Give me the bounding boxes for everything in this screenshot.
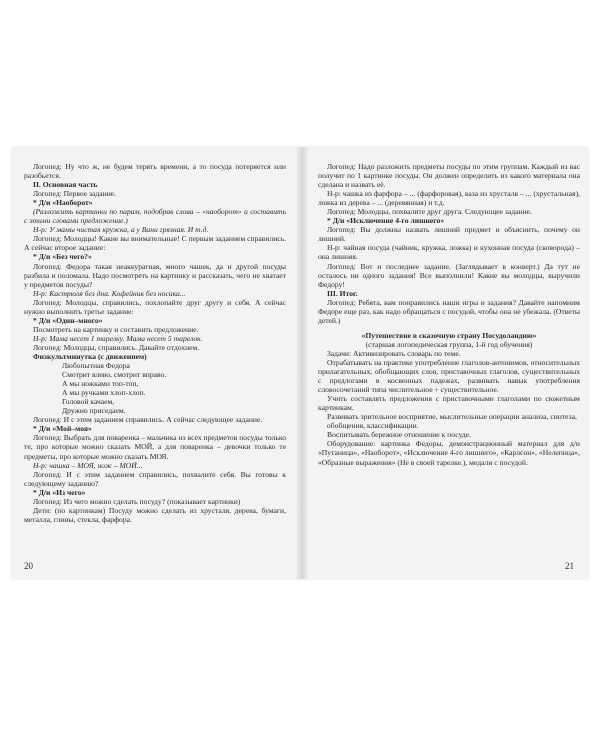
paragraph: Дружно приседаем. [62,406,126,416]
paragraph: А мы ножками топ-топ, [62,379,139,389]
paragraph: Н-р: чашка из фарфора – ... (фарфоровая), ваза из хрусталя – ... (хрустальная), ложка из дерева – ... (деревянная) и т.д. [318,189,580,208]
paragraph: Логопед: Молодцы! Какие вы внимательные! С первым заданием справились. А сейчас второе задание: [24,234,286,253]
section-heading: * Д/и «Один–много» [33,315,103,325]
section-heading: II. Основная часть [33,180,98,190]
paragraph: Н-р: Мама несет 1 тарелку. Мама несет 5 тарелок. [33,333,203,343]
section-heading: III. Итог. [327,288,358,298]
paragraph: Учить составлять предложения с приставочными глаголами по сюжетным картинкам. [318,394,580,413]
paragraph: (старшая логопедическая группа, 1-й год обучения) [365,339,533,349]
paragraph: Задачи: Активизировать словарь по теме. [327,348,461,358]
paragraph: Н-р: У мамы чистая кружка, а у Вани грязная. И т.д. [33,225,209,235]
paragraph: Головой качаем, [62,397,115,407]
paragraph: Развивать зрительное восприятие, мыслительные операции анализа, синтеза, [327,412,577,422]
paragraph: Логопед: Ну что ж, не будем терять времени, а то посуда потеряется или разобьется. [24,162,286,181]
paragraph: Н-р: чашка – МОЯ, нож – МОЙ... [33,460,143,470]
right-page-number: 21 [565,561,574,571]
left-page-number: 20 [24,561,33,571]
book-spread [12,147,588,579]
section-heading: * Д/и «Наоборот» [33,198,93,208]
paragraph: Логопед: Ребята, вам понравились наши игры и задания? Давайте напомним Федоре еще раз, как надо обращаться с посудой, чтобы она не убежала. (Ответы детей.) [318,297,580,325]
paragraph: Отрабатывать на практике употребление глаголов-антонимов, относительных прилагательных, обобщающих слов, приставочных глаголов, существительных с предлогами в косвенных падежах, развивать навык употребления словосочетаний типа числительное + существительное. [318,357,580,395]
paragraph: Смотрит влево, смотрит вправо. [62,370,167,380]
left-page-text [24,162,286,524]
paragraph: Логопед: И с этим заданием справились. А сейчас следующее задание. [33,415,263,425]
paragraph: Логопед: Выбрать для поваренка – мальчика из всех предметов посуды только те, про которые можно сказать МОЙ, а для поваренка – девочки только те предметы, про которые можно сказать МОЯ. [24,433,286,461]
section-heading: «Путешествие в сказочную страну Посудоландию» [361,330,537,340]
paragraph: Логопед: И с этим заданием справились, похвалите себя. Вы готовы к следующему заданию? [24,469,286,488]
paragraph: обобщения, классификации. [327,421,419,431]
paragraph: Логопед: Молодцы, справились, похлопайте друг другу и себя. А сейчас нужно выполнить третье задание: [24,297,286,316]
paragraph: Логопед: Надо разложить предметы посуды по этим группам. Каждый из вас получит по 1 картинке посуды. Он должен определить из какого материала она сделана и назвать её. [318,162,580,190]
paragraph: Н-р: чайная посуда (чайник, кружка, ложка) и кухонная посуда (сковорода) – она лишняя. [318,243,580,262]
paragraph: Логопед: Молодцы, справились. Давайте отдохнем. [33,342,200,352]
paragraph: Любопытная Федора [62,361,130,371]
paragraph: Логопед: Вы должны назвать лишний предмет и объяснить, почему он лишний. [318,225,580,244]
paragraph: Дети: (по картинкам) Посуду можно сделать из хрусталя, дерева, бумаги, металла, глины, стекла, фарфора. [24,505,286,524]
book-gutter [295,147,309,579]
paragraph: Воспитывать бережное отношение к посуде. [327,430,471,440]
section-heading: * Д/и «Исключение 4-го лишнего» [327,216,445,226]
right-page-text [318,162,580,467]
paragraph: (Разложить картинки по парам, подобрав слова – «наоборот» и составить с этими словами предложение.) [24,207,286,226]
paragraph: Логопед: Молодцы, похвалите друг друга. Следующее задание. [327,207,532,217]
paragraph: Логопед: Первое задание. [33,189,117,199]
paragraph: Логопед: Вот и последнее задание. (Заглядывает в конверт.) Да тут не осталось ни одного задания! Все выполнили! Какие вы молодцы, выручили Федору! [318,261,580,289]
paragraph: Посмотреть на картинку и составить предложение. [33,324,199,334]
paragraph: Логопед: Из чего можно сделать посуду? (показывает картинки) [33,496,241,506]
paragraph: Логопед: Федора такая неаккуратная, много чашек, да и другой посуды разбила и поломала. Надо посмотреть на картинку и рассказать, чего не хватает у предметов посуды? [24,261,286,289]
paragraph: Н-р: Кастрюля без дна. Кофейник без носика... [33,288,186,298]
section-heading: * Д/и «Мой–моя» [33,424,92,434]
section-heading: Физкультминутка (с движением) [33,351,147,361]
section-heading: * Д/и «Без чего?» [33,252,92,262]
paragraph: А мы ручками хлоп-хлоп. [62,388,146,398]
paragraph: Оборудование: картинка Федоры, демонстрационный материал для д/и «Путаница», «Наоборот», «Исключение 4-го лишнего», «Карлсон», «Нелепица», «Образные выражения» (Не в своей тарелке.), медали с посудой. [318,439,580,467]
section-heading: * Д/и «Из чего» [33,487,86,497]
